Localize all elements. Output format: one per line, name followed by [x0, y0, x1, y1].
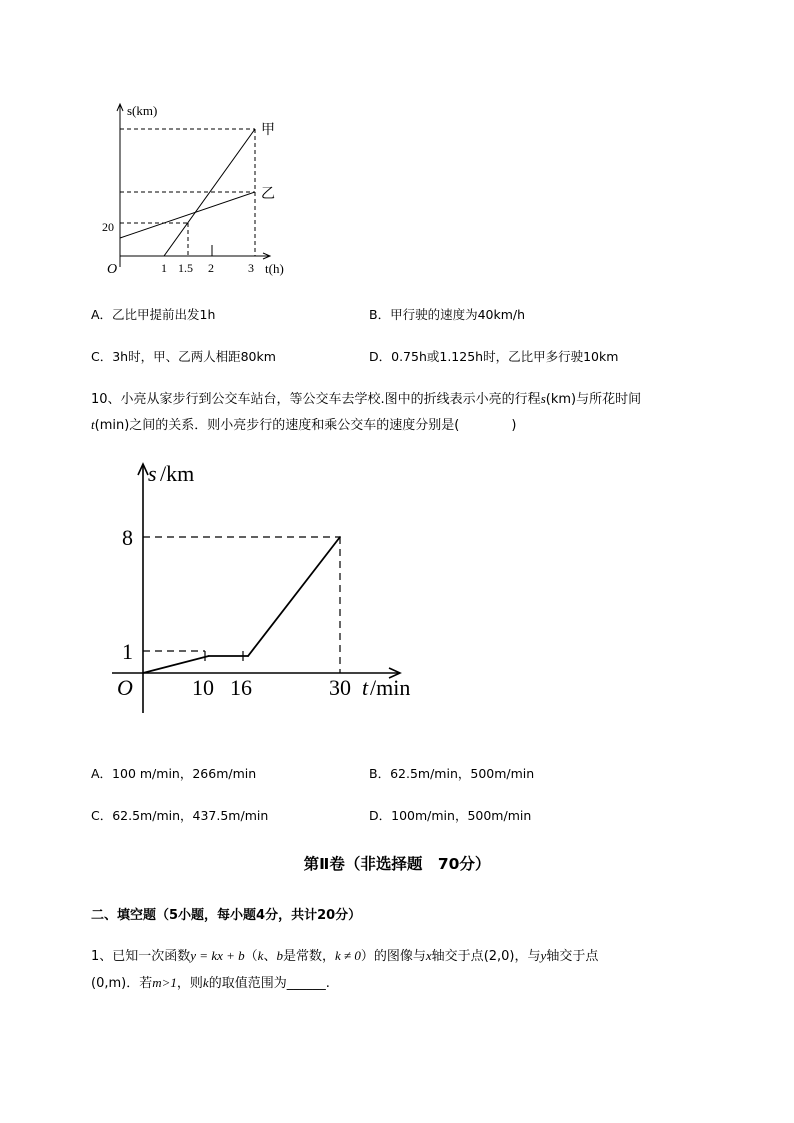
graph-1	[95, 95, 295, 285]
g1-ylabel: s(km)	[127, 103, 158, 118]
fill1-text: ．若	[126, 976, 153, 991]
q9-option-d: D．0.75h或1.125h时，乙比甲多行驶10km	[369, 349, 619, 364]
g1-yi-label: 乙	[261, 187, 275, 202]
g1-xlabel: t(h)	[265, 261, 284, 276]
data-point	[208, 655, 210, 657]
fill1-text: 是常数，	[282, 949, 335, 964]
g2-ytick: 8	[122, 525, 133, 550]
fill1-k2: k	[202, 975, 209, 990]
g2-xtick: 30	[329, 675, 351, 700]
fill1-y: y	[540, 948, 547, 963]
section2-heading: 二、填空题（5小题，每小题4分，共计20分）	[91, 908, 362, 923]
q10-text: 与所花时间	[576, 392, 642, 407]
fill1-text: 1、已知一次函数	[91, 949, 191, 964]
fill1-cond2: m>1	[152, 975, 177, 990]
section2-title: 第Ⅱ卷（非选择题 70分）	[303, 855, 491, 873]
fill1-text: 轴交于点	[431, 949, 484, 964]
fill1-text: 轴交于点	[546, 949, 599, 964]
fill1-text: 、	[263, 949, 277, 964]
graph-2	[100, 455, 430, 720]
fill1-text: ，则	[176, 976, 203, 991]
q10-line1	[91, 388, 641, 407]
fill1-text: ）的图像与	[360, 949, 426, 964]
q10-option-d: D．100m/min，500m/min	[369, 808, 532, 823]
g2-ylabel-var: s	[148, 461, 157, 486]
q10-option-c: C．62.5m/min，437.5m/min	[91, 808, 269, 823]
fill1-x: x	[425, 948, 432, 963]
q10-text: 10、小亮从家步行到公交车站台，等公交车去学校.图中的折线表示小亮的行程	[91, 392, 541, 407]
g2-xtick: 10	[192, 675, 214, 700]
fill1-point2: (0,m)	[91, 976, 127, 991]
g1-xtick: 2	[208, 261, 214, 275]
g2-xlabel-unit: /min	[370, 675, 411, 700]
var-t: t	[91, 417, 95, 432]
q9-option-a: A．乙比甲提前出发1h	[91, 307, 216, 322]
g1-xtick: 1.5	[178, 261, 193, 275]
fill1-func: y = kx + b	[190, 948, 245, 963]
fill1-line2	[91, 972, 330, 991]
fill1-point1: (2,0)	[483, 949, 515, 964]
g2-ytick: 1	[122, 639, 133, 664]
series-line	[143, 537, 340, 673]
q10-option-b: B．62.5m/min，500m/min	[369, 766, 535, 781]
fill1-line1	[91, 945, 598, 964]
g2-ylabel-unit: /km	[160, 461, 195, 486]
g1-origin: O	[107, 262, 118, 277]
fill1-cond: k ≠ 0	[334, 948, 361, 963]
fill1-text: 的取值范围为______.	[208, 976, 330, 991]
fill1-text: ，与	[514, 949, 541, 964]
g1-jia-label: 甲	[261, 123, 275, 138]
data-point	[142, 672, 144, 674]
g2-origin: O	[117, 675, 133, 700]
fill1-text: （	[244, 949, 258, 964]
data-point	[247, 655, 249, 657]
data-point	[339, 536, 341, 538]
q9-option-b: B．甲行驶的速度为40km/h	[369, 307, 526, 322]
g2-xlabel-var: t	[362, 675, 369, 700]
fill1-b: b	[276, 948, 283, 963]
q10-unit: (km)	[545, 392, 577, 407]
var-s: s	[540, 391, 546, 406]
q10-text: (min)之间的关系．则小亮步行的速度和乘公交车的速度分别是( )	[94, 418, 517, 433]
q10-line2	[91, 414, 516, 433]
q10-option-a: A．100 m/min，266m/min	[91, 766, 257, 781]
g1-ytick: 20	[102, 220, 114, 234]
g1-xtick: 1	[161, 261, 167, 275]
fill1-k: k	[257, 948, 264, 963]
g2-xtick: 16	[230, 675, 252, 700]
g1-xtick: 3	[248, 261, 254, 275]
q9-option-c: C．3h时，甲、乙两人相距80km	[91, 349, 276, 364]
